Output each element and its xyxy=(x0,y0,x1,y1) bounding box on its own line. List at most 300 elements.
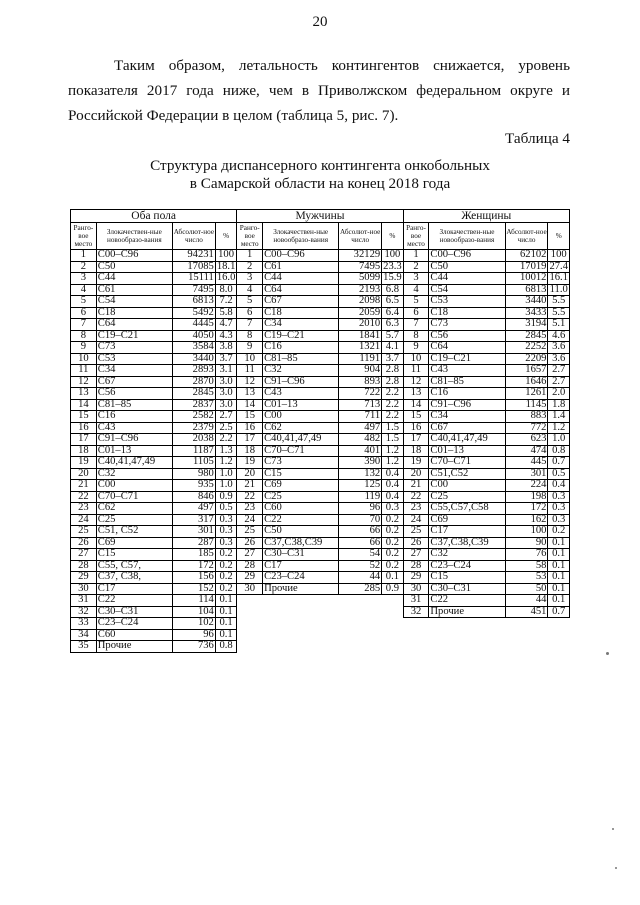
women-rank-cell: 13 xyxy=(403,388,429,400)
both-percent-cell: 2.7 xyxy=(215,411,237,423)
both-percent-cell: 3.0 xyxy=(215,388,237,400)
both-neoplasm-cell: С60 xyxy=(96,629,172,641)
women-absolute-cell: 17019 xyxy=(505,261,548,273)
both-neoplasm-cell: С30–С31 xyxy=(96,606,172,618)
both-percent-cell: 0.5 xyxy=(215,503,237,515)
both-percent-cell: 0.2 xyxy=(215,583,237,595)
men-neoplasm-cell: С60 xyxy=(263,503,339,515)
men-neoplasm-cell: Прочие xyxy=(263,583,339,595)
men-absolute-cell: 285 xyxy=(339,583,382,595)
both-absolute-cell: 2837 xyxy=(172,399,215,411)
women-absolute-cell: 301 xyxy=(505,468,548,480)
men-rank-cell: 3 xyxy=(237,273,263,285)
empty-cell xyxy=(263,606,339,618)
women-rank-cell: 7 xyxy=(403,319,429,331)
both-rank-cell: 9 xyxy=(71,342,97,354)
empty-cell xyxy=(548,641,570,653)
men-neoplasm-cell: С34 xyxy=(263,319,339,331)
men-percent-cell: 0.4 xyxy=(382,480,403,492)
women-rank-cell: 9 xyxy=(403,342,429,354)
men-percent-cell: 1.2 xyxy=(382,445,403,457)
men-percent-cell: 0.2 xyxy=(382,526,403,538)
women-percent-cell: 0.1 xyxy=(548,595,570,607)
men-percent-cell: 6.4 xyxy=(382,307,403,319)
women-percent-cell: 0.4 xyxy=(548,480,570,492)
women-absolute-cell: 1261 xyxy=(505,388,548,400)
women-neoplasm-cell: С81–85 xyxy=(429,376,505,388)
men-rank-cell: 8 xyxy=(237,330,263,342)
both-percent-cell: 3.0 xyxy=(215,376,237,388)
col-absolute: Абсолют-ное число xyxy=(505,223,548,250)
men-absolute-cell: 7495 xyxy=(339,261,382,273)
men-absolute-cell: 722 xyxy=(339,388,382,400)
men-rank-cell: 29 xyxy=(237,572,263,584)
page-number: 20 xyxy=(312,14,328,30)
women-absolute-cell: 6813 xyxy=(505,284,548,296)
women-percent-cell: 0.1 xyxy=(548,583,570,595)
table-row xyxy=(71,319,570,331)
both-rank-cell: 16 xyxy=(71,422,97,434)
both-percent-cell: 0.2 xyxy=(215,549,237,561)
men-neoplasm-cell: С81–85 xyxy=(263,353,339,365)
both-percent-cell: 0.3 xyxy=(215,514,237,526)
both-percent-cell: 0.3 xyxy=(215,537,237,549)
men-rank-cell: 12 xyxy=(237,376,263,388)
both-absolute-cell: 287 xyxy=(172,537,215,549)
table-row xyxy=(71,480,570,492)
col-neoplasm: Злокачествен-ные новообразо-вания xyxy=(429,223,505,250)
both-neoplasm-cell: С62 xyxy=(96,503,172,515)
both-percent-cell: 8.0 xyxy=(215,284,237,296)
men-absolute-cell: 2010 xyxy=(339,319,382,331)
table-title-line-1: Структура диспансерного контингента онкобольных xyxy=(150,157,490,174)
both-rank-cell: 10 xyxy=(71,353,97,365)
women-percent-cell: 1.0 xyxy=(548,434,570,446)
men-absolute-cell: 32129 xyxy=(339,250,382,262)
women-percent-cell: 27.4 xyxy=(549,261,568,272)
both-percent-cell: 5.8 xyxy=(215,307,237,319)
women-absolute-cell: 474 xyxy=(505,445,548,457)
both-neoplasm-cell: С53 xyxy=(96,353,172,365)
both-neoplasm-cell: С50 xyxy=(96,261,172,273)
men-percent-cell: 6.5 xyxy=(382,296,403,308)
women-percent-cell: 5.5 xyxy=(548,296,570,308)
both-neoplasm-cell: С19–С21 xyxy=(96,330,172,342)
both-rank-cell: 6 xyxy=(71,307,97,319)
women-percent-cell: 0.2 xyxy=(548,526,570,538)
women-percent-cell: 3.6 xyxy=(548,342,570,354)
both-absolute-cell: 301 xyxy=(172,526,215,538)
women-absolute-cell: 623 xyxy=(505,434,548,446)
men-percent-cell: 2.2 xyxy=(382,388,403,400)
col-rank: Ранго-вое место xyxy=(403,223,429,250)
women-rank-cell: 2 xyxy=(403,261,429,273)
both-absolute-cell: 2038 xyxy=(172,434,215,446)
men-percent-cell: 1.5 xyxy=(382,434,403,446)
men-rank-cell: 7 xyxy=(237,319,263,331)
table-title xyxy=(0,157,640,193)
both-rank-cell: 24 xyxy=(71,514,97,526)
table-row xyxy=(71,606,570,618)
men-percent-cell: 0.2 xyxy=(382,560,403,572)
women-absolute-cell: 1145 xyxy=(505,399,548,411)
men-percent-cell: 0.4 xyxy=(382,491,403,503)
men-rank-cell: 6 xyxy=(237,307,263,319)
table-row xyxy=(71,342,570,354)
both-rank-cell: 5 xyxy=(71,296,97,308)
both-absolute-cell: 317 xyxy=(172,514,215,526)
empty-cell xyxy=(339,595,382,607)
scan-speck xyxy=(615,867,617,869)
empty-cell xyxy=(429,641,505,653)
women-rank-cell: 29 xyxy=(403,572,429,584)
men-rank-cell: 10 xyxy=(237,353,263,365)
empty-cell xyxy=(382,618,403,630)
women-rank-cell: 31 xyxy=(403,595,429,607)
women-neoplasm-cell: С23–С24 xyxy=(429,560,505,572)
men-absolute-cell: 132 xyxy=(339,468,382,480)
women-rank-cell: 32 xyxy=(403,606,429,618)
col-rank: Ранго-вое место xyxy=(71,223,97,250)
women-neoplasm-cell: С53 xyxy=(429,296,505,308)
empty-cell xyxy=(237,641,263,653)
both-absolute-cell: 1187 xyxy=(172,445,215,457)
table-row xyxy=(71,353,570,365)
both-absolute-cell: 7495 xyxy=(172,284,215,296)
both-neoplasm-cell: С67 xyxy=(96,376,172,388)
both-rank-cell: 35 xyxy=(71,641,97,653)
women-rank-cell: 1 xyxy=(403,250,429,262)
both-neoplasm-cell: С81–85 xyxy=(96,399,172,411)
women-rank-cell: 4 xyxy=(403,284,429,296)
empty-cell xyxy=(237,595,263,607)
both-rank-cell: 13 xyxy=(71,388,97,400)
empty-cell xyxy=(237,606,263,618)
women-absolute-cell: 3433 xyxy=(505,307,548,319)
table-row xyxy=(71,250,570,262)
table-row xyxy=(71,491,570,503)
women-absolute-cell: 2209 xyxy=(505,353,548,365)
table-row xyxy=(71,514,570,526)
women-neoplasm-cell: С37,С38,С39 xyxy=(429,537,505,549)
both-percent-cell: 1.3 xyxy=(215,445,237,457)
women-neoplasm-cell: С67 xyxy=(429,422,505,434)
empty-cell xyxy=(429,618,505,630)
women-absolute-cell: 90 xyxy=(505,537,548,549)
women-absolute-cell: 50 xyxy=(505,583,548,595)
both-absolute-cell: 96 xyxy=(172,629,215,641)
both-percent-cell: 100 xyxy=(215,250,237,262)
women-percent-cell: 1.2 xyxy=(548,422,570,434)
both-rank-cell: 2 xyxy=(71,261,97,273)
men-neoplasm-cell: С91–С96 xyxy=(263,376,339,388)
both-absolute-cell: 104 xyxy=(172,606,215,618)
women-percent-cell: 5.5 xyxy=(548,307,570,319)
empty-cell xyxy=(548,618,570,630)
paragraph-line-3: Российской Федерации в целом (таблица 5, рис. 7). xyxy=(68,107,399,124)
paragraph-line-2: показателя 2017 года ниже, чем в Приволжском федеральном округе и xyxy=(68,82,570,99)
women-rank-cell: 21 xyxy=(403,480,429,492)
women-neoplasm-cell: С70–С71 xyxy=(429,457,505,469)
table-row xyxy=(71,399,570,411)
men-neoplasm-cell: С16 xyxy=(263,342,339,354)
men-absolute-cell: 1321 xyxy=(339,342,382,354)
both-absolute-cell: 2870 xyxy=(172,376,215,388)
both-neoplasm-cell: С61 xyxy=(96,284,172,296)
women-rank-cell: 26 xyxy=(403,537,429,549)
men-neoplasm-cell: С01–13 xyxy=(263,399,339,411)
men-absolute-cell: 904 xyxy=(339,365,382,377)
empty-cell xyxy=(339,641,382,653)
men-percent-cell: 2.2 xyxy=(382,411,403,423)
women-rank-cell: 28 xyxy=(403,560,429,572)
both-rank-cell: 8 xyxy=(71,330,97,342)
men-percent-cell: 2.8 xyxy=(382,365,403,377)
col-percent: % xyxy=(382,223,403,250)
men-rank-cell: 20 xyxy=(237,468,263,480)
both-neoplasm-cell: С16 xyxy=(96,411,172,423)
scan-speck xyxy=(606,652,609,655)
men-absolute-cell: 5099 xyxy=(339,273,382,285)
men-absolute-cell: 482 xyxy=(339,434,382,446)
women-absolute-cell: 883 xyxy=(505,411,548,423)
men-neoplasm-cell: С37,С38,С39 xyxy=(263,537,339,549)
table-row xyxy=(71,457,570,469)
group-header-men: Мужчины xyxy=(237,210,403,223)
women-rank-cell: 22 xyxy=(403,491,429,503)
both-rank-cell: 23 xyxy=(71,503,97,515)
both-rank-cell: 11 xyxy=(71,365,97,377)
women-percent-cell: 0.8 xyxy=(548,445,570,457)
men-absolute-cell: 711 xyxy=(339,411,382,423)
contingent-table xyxy=(70,209,570,653)
both-rank-cell: 20 xyxy=(71,468,97,480)
both-rank-cell: 4 xyxy=(71,284,97,296)
both-rank-cell: 26 xyxy=(71,537,97,549)
women-absolute-cell: 451 xyxy=(505,606,548,618)
group-header-both: Оба пола xyxy=(71,210,237,223)
men-percent-cell: 23.3 xyxy=(383,261,402,272)
empty-cell xyxy=(403,629,429,641)
women-absolute-cell: 172 xyxy=(505,503,548,515)
both-percent-cell: 7.2 xyxy=(215,296,237,308)
both-absolute-cell: 736 xyxy=(172,641,215,653)
table-row xyxy=(71,422,570,434)
both-neoplasm-cell: С25 xyxy=(96,514,172,526)
men-percent-cell: 6.8 xyxy=(382,284,403,296)
empty-cell xyxy=(339,629,382,641)
women-rank-cell: 5 xyxy=(403,296,429,308)
both-rank-cell: 34 xyxy=(71,629,97,641)
men-absolute-cell: 390 xyxy=(339,457,382,469)
women-absolute-cell: 2252 xyxy=(505,342,548,354)
men-rank-cell: 30 xyxy=(237,583,263,595)
men-percent-cell: 100 xyxy=(382,250,403,262)
both-absolute-cell: 172 xyxy=(172,560,215,572)
men-neoplasm-cell: С40,41,47,49 xyxy=(263,434,339,446)
empty-cell xyxy=(339,618,382,630)
men-neoplasm-cell: С67 xyxy=(263,296,339,308)
both-percent-cell: 1.0 xyxy=(215,468,237,480)
both-percent-cell: 0.1 xyxy=(215,629,237,641)
table-row xyxy=(71,503,570,515)
both-rank-cell: 28 xyxy=(71,560,97,572)
men-neoplasm-cell: С25 xyxy=(263,491,339,503)
women-neoplasm-cell: С54 xyxy=(429,284,505,296)
men-neoplasm-cell: С32 xyxy=(263,365,339,377)
women-absolute-cell: 198 xyxy=(505,491,548,503)
men-percent-cell: 3.7 xyxy=(382,353,403,365)
women-rank-cell: 8 xyxy=(403,330,429,342)
both-rank-cell: 21 xyxy=(71,480,97,492)
women-neoplasm-cell: С30–С31 xyxy=(429,583,505,595)
men-neoplasm-cell: С64 xyxy=(263,284,339,296)
women-percent-cell: 2.7 xyxy=(548,376,570,388)
women-neoplasm-cell: С00–С96 xyxy=(429,250,505,262)
women-neoplasm-cell: С44 xyxy=(429,273,505,285)
men-neoplasm-cell: С30–С31 xyxy=(263,549,339,561)
women-neoplasm-cell: С34 xyxy=(429,411,505,423)
both-neoplasm-cell: С32 xyxy=(96,468,172,480)
men-rank-cell: 15 xyxy=(237,411,263,423)
men-absolute-cell: 2059 xyxy=(339,307,382,319)
both-rank-cell: 29 xyxy=(71,572,97,584)
col-percent: % xyxy=(215,223,237,250)
both-percent-cell: 4.7 xyxy=(215,319,237,331)
women-neoplasm-cell: С22 xyxy=(429,595,505,607)
men-neoplasm-cell: С19–С21 xyxy=(263,330,339,342)
both-neoplasm-cell: С54 xyxy=(96,296,172,308)
women-absolute-cell: 58 xyxy=(505,560,548,572)
men-percent-cell: 4.1 xyxy=(382,342,403,354)
women-neoplasm-cell: С73 xyxy=(429,319,505,331)
table-row xyxy=(71,629,570,641)
table-body xyxy=(71,250,570,653)
table-row xyxy=(71,537,570,549)
both-absolute-cell: 2845 xyxy=(172,388,215,400)
both-percent-cell: 18.1 xyxy=(216,261,236,272)
both-rank-cell: 30 xyxy=(71,583,97,595)
empty-cell xyxy=(403,641,429,653)
both-absolute-cell: 3584 xyxy=(172,342,215,354)
women-rank-cell: 16 xyxy=(403,422,429,434)
men-rank-cell: 17 xyxy=(237,434,263,446)
women-percent-cell: 1.8 xyxy=(548,399,570,411)
both-absolute-cell: 980 xyxy=(172,468,215,480)
women-percent-cell: 0.3 xyxy=(548,514,570,526)
men-neoplasm-cell: С00–С96 xyxy=(263,250,339,262)
men-absolute-cell: 713 xyxy=(339,399,382,411)
empty-cell xyxy=(237,618,263,630)
both-percent-cell: 0.2 xyxy=(215,572,237,584)
both-absolute-cell: 3440 xyxy=(172,353,215,365)
men-rank-cell: 4 xyxy=(237,284,263,296)
men-rank-cell: 25 xyxy=(237,526,263,538)
men-rank-cell: 11 xyxy=(237,365,263,377)
men-absolute-cell: 1841 xyxy=(339,330,382,342)
men-absolute-cell: 52 xyxy=(339,560,382,572)
empty-cell xyxy=(382,595,403,607)
women-rank-cell: 23 xyxy=(403,503,429,515)
both-rank-cell: 17 xyxy=(71,434,97,446)
both-neoplasm-cell: С64 xyxy=(96,319,172,331)
table-row xyxy=(71,468,570,480)
group-header-women: Женщины xyxy=(403,210,569,223)
men-percent-cell: 0.2 xyxy=(382,514,403,526)
col-neoplasm: Злокачествен-ные новообразо-вания xyxy=(96,223,172,250)
men-rank-cell: 26 xyxy=(237,537,263,549)
women-percent-cell: 11.0 xyxy=(549,284,568,295)
women-rank-cell: 11 xyxy=(403,365,429,377)
table-row xyxy=(71,583,570,595)
women-absolute-cell: 445 xyxy=(505,457,548,469)
women-neoplasm-cell: С25 xyxy=(429,491,505,503)
women-neoplasm-cell: Прочие xyxy=(429,606,505,618)
women-neoplasm-cell: С56 xyxy=(429,330,505,342)
women-absolute-cell: 62102 xyxy=(505,250,548,262)
both-absolute-cell: 2379 xyxy=(172,422,215,434)
men-neoplasm-cell: С22 xyxy=(263,514,339,526)
women-rank-cell: 24 xyxy=(403,514,429,526)
women-percent-cell: 0.1 xyxy=(548,572,570,584)
both-neoplasm-cell: С00–С96 xyxy=(96,250,172,262)
empty-cell xyxy=(263,618,339,630)
both-absolute-cell: 4050 xyxy=(172,330,215,342)
both-absolute-cell: 152 xyxy=(172,583,215,595)
women-rank-cell: 3 xyxy=(403,273,429,285)
table-row xyxy=(71,330,570,342)
women-absolute-cell: 2845 xyxy=(505,330,548,342)
both-neoplasm-cell: С17 xyxy=(96,583,172,595)
men-neoplasm-cell: С69 xyxy=(263,480,339,492)
women-rank-cell: 14 xyxy=(403,399,429,411)
both-neoplasm-cell: С51, С52 xyxy=(96,526,172,538)
empty-cell xyxy=(382,606,403,618)
men-neoplasm-cell: С70–С71 xyxy=(263,445,339,457)
women-percent-cell: 0.1 xyxy=(548,537,570,549)
both-neoplasm-cell: С18 xyxy=(96,307,172,319)
men-rank-cell: 24 xyxy=(237,514,263,526)
both-rank-cell: 12 xyxy=(71,376,97,388)
both-absolute-cell: 6813 xyxy=(172,296,215,308)
both-rank-cell: 14 xyxy=(71,399,97,411)
men-absolute-cell: 893 xyxy=(339,376,382,388)
both-absolute-cell: 5492 xyxy=(172,307,215,319)
both-absolute-cell: 114 xyxy=(172,595,215,607)
men-rank-cell: 2 xyxy=(237,261,263,273)
men-absolute-cell: 125 xyxy=(339,480,382,492)
scan-speck xyxy=(612,828,614,830)
men-absolute-cell: 497 xyxy=(339,422,382,434)
both-rank-cell: 31 xyxy=(71,595,97,607)
men-percent-cell: 2.8 xyxy=(382,376,403,388)
women-absolute-cell: 1646 xyxy=(505,376,548,388)
men-percent-cell: 0.2 xyxy=(382,537,403,549)
women-rank-cell: 30 xyxy=(403,583,429,595)
women-absolute-cell: 44 xyxy=(505,595,548,607)
table-row xyxy=(71,595,570,607)
men-rank-cell: 23 xyxy=(237,503,263,515)
women-neoplasm-cell: С64 xyxy=(429,342,505,354)
both-rank-cell: 15 xyxy=(71,411,97,423)
men-neoplasm-cell: С23–С24 xyxy=(263,572,339,584)
women-percent-cell: 5.1 xyxy=(548,319,570,331)
table-row xyxy=(71,549,570,561)
women-absolute-cell: 53 xyxy=(505,572,548,584)
both-absolute-cell: 185 xyxy=(172,549,215,561)
women-absolute-cell: 10012 xyxy=(505,273,548,285)
men-percent-cell: 15.9 xyxy=(383,272,402,283)
